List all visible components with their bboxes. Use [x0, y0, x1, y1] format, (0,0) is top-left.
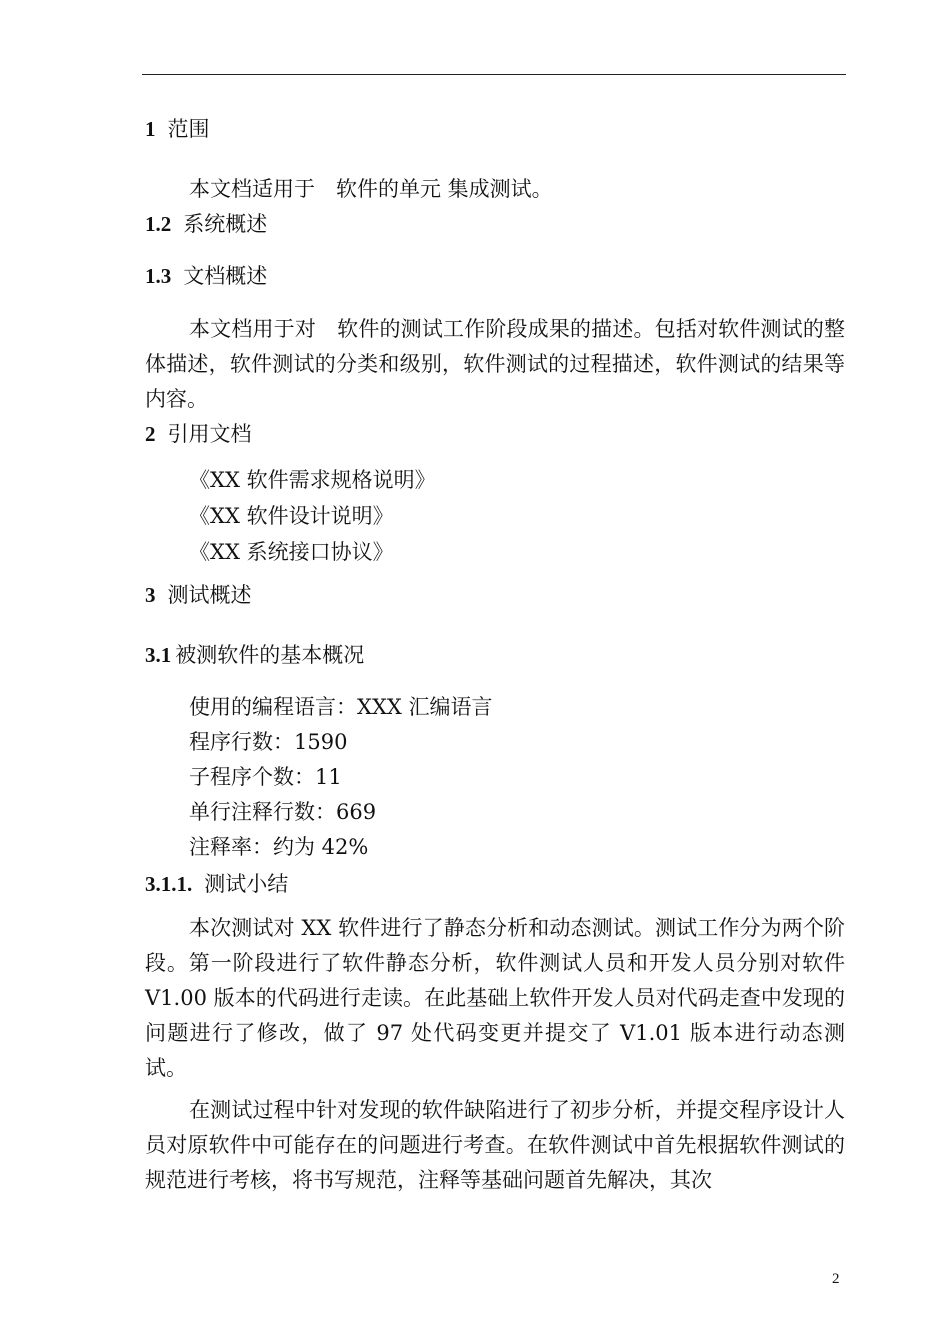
section-1-3-paragraph: 本文档用于对 软件的测试工作阶段成果的描述。包括对软件测试的整体描述，软件测试的分类和级别，软件测试的过程描述，软件测试的结果等内容。: [145, 317, 845, 411]
section-2-heading: [145, 417, 845, 452]
reference-list: [189, 462, 436, 570]
section-title: 被测软件的基本概况: [175, 643, 365, 667]
stat-language: 使用的编程语言：XXX 汇编语言: [189, 695, 493, 719]
stat-line-count: 程序行数：1590: [189, 730, 348, 754]
test-summary-paragraph-2: 在测试过程中针对发现的软件缺陷进行了初步分析，并提交程序设计人员对原软件中可能存在的问题进行考查。在软件测试中首先根据软件测试的规范进行考核，将书写规范，注释等基础问题首先解决，其次: [145, 1098, 845, 1192]
section-number: 2: [145, 422, 156, 446]
section-1-heading: [145, 112, 845, 147]
page-number: 2: [832, 1271, 840, 1287]
section-3-heading: [145, 578, 845, 613]
section-3-1-1-heading: [145, 867, 845, 902]
stat-comment-lines: 单行注释行数：669: [189, 800, 377, 824]
reference-item: 《XX 软件需求规格说明》: [189, 468, 436, 492]
section-title: 引用文档: [167, 422, 252, 446]
section-1-2-heading: [145, 207, 845, 242]
stat-comment-rate: 注释率：约为 42%: [189, 835, 369, 859]
header-rule: [142, 74, 846, 75]
test-summary-paragraph-1: 本次测试对 XX 软件进行了静态分析和动态测试。测试工作分为两个阶段。第一阶段进行了软件静态分析，软件测试人员和开发人员分别对软件 V1.00 版本的代码进行走读。在此基础上软件开发人员对代码走查中发现的问题进行了修改，做了 97 处代码变更并提交了 V1.01 版本进行动态测试。: [145, 916, 845, 1080]
section-1-intro: 本文档适用于 软件的单元 集成测试。: [189, 177, 553, 201]
section-number: 3.1: [145, 643, 172, 667]
stat-subroutine-count: 子程序个数：11: [189, 765, 342, 789]
section-number: 1.2: [145, 212, 172, 236]
reference-item: 《XX 系统接口协议》: [189, 540, 394, 564]
section-number: 3: [145, 583, 156, 607]
section-title: 文档概述: [183, 264, 268, 288]
section-1-3-heading: [145, 259, 845, 294]
section-title: 测试概述: [167, 583, 252, 607]
section-title: 系统概述: [183, 212, 268, 236]
reference-item: 《XX 软件设计说明》: [189, 504, 394, 528]
section-number: 1.3: [145, 264, 172, 288]
section-number: 1: [145, 117, 156, 141]
section-3-1-heading: [145, 638, 845, 673]
section-number: 3.1.1.: [145, 872, 193, 896]
section-title: 范围: [167, 117, 210, 141]
section-title: 测试小结: [204, 872, 289, 896]
software-stats-list: [189, 690, 493, 865]
